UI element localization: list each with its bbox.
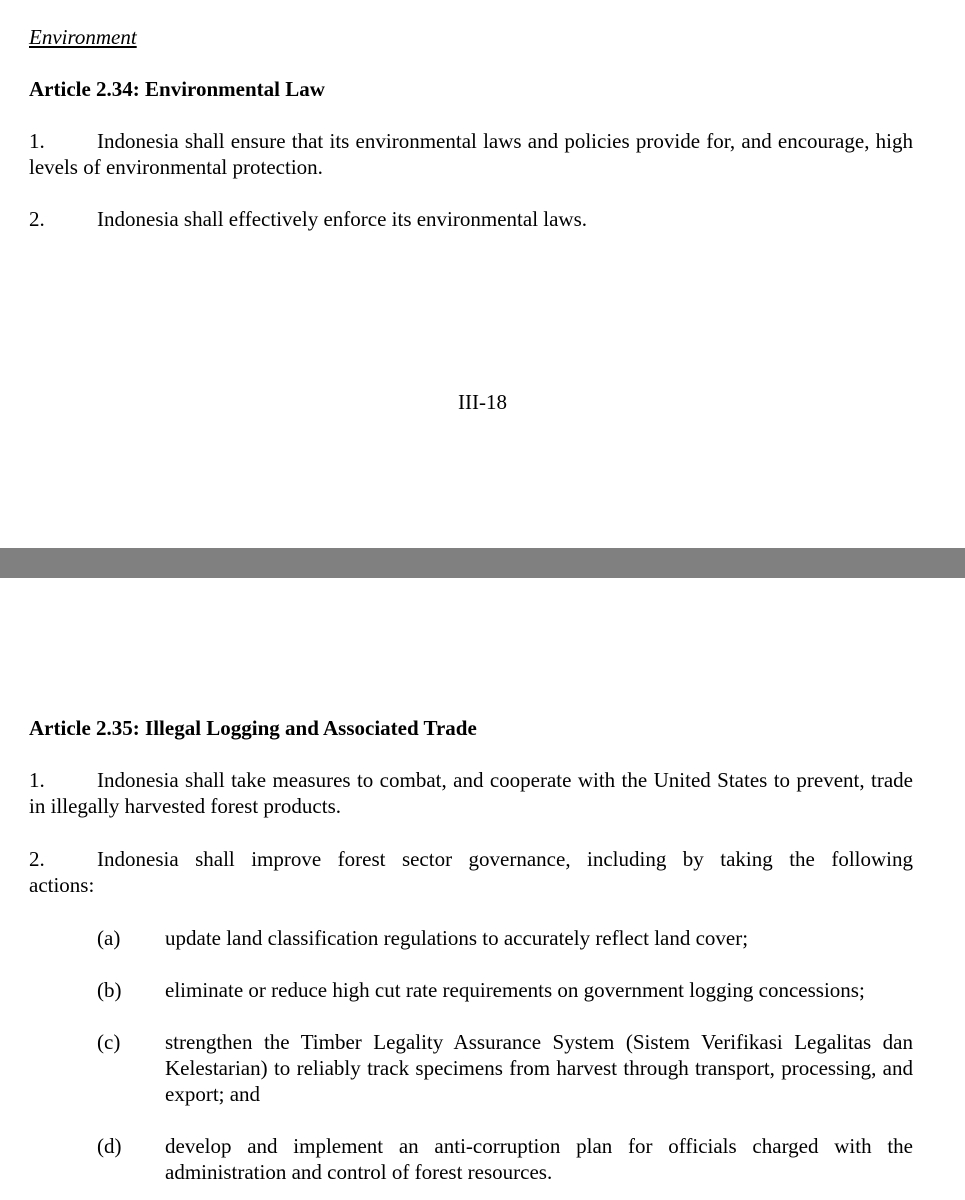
sub-item-d bbox=[97, 1133, 913, 1185]
page-break-divider bbox=[0, 548, 965, 578]
section-heading: Environment bbox=[29, 25, 137, 49]
sub-item-text: develop and implement an anti-corruption plan for officials charged with the administration and control of forest resources. bbox=[165, 1134, 913, 1184]
article-2-34-title: Article 2.34: Environmental Law bbox=[29, 77, 325, 101]
sub-item-label: (c) bbox=[97, 1030, 121, 1054]
paragraph-number: 2. bbox=[29, 847, 45, 871]
article-2-34-paragraph-2 bbox=[29, 206, 913, 232]
paragraph-text: Indonesia shall take measures to combat, and cooperate with the United States to prevent, trade in illegally harvested forest products. bbox=[29, 768, 913, 818]
page-number: III-18 bbox=[458, 390, 507, 414]
paragraph-number: 2. bbox=[29, 207, 45, 231]
sub-item-c bbox=[97, 1029, 913, 1107]
paragraph-text: Indonesia shall ensure that its environmental laws and policies provide for, and encourage, high levels of environmental protection. bbox=[29, 129, 913, 179]
article-2-35-paragraph-1 bbox=[29, 767, 913, 819]
article-2-35-title: Article 2.35: Illegal Logging and Associated Trade bbox=[29, 716, 477, 740]
sub-item-text: eliminate or reduce high cut rate requirements on government logging concessions; bbox=[165, 978, 865, 1002]
paragraph-number: 1. bbox=[29, 768, 45, 792]
sub-item-label: (b) bbox=[97, 978, 122, 1002]
paragraph-number: 1. bbox=[29, 129, 45, 153]
sub-item-a bbox=[97, 925, 913, 951]
paragraph-text: Indonesia shall improve forest sector governance, including by taking the following actions: bbox=[29, 847, 913, 897]
article-2-34-paragraph-1 bbox=[29, 128, 913, 180]
paragraph-text: Indonesia shall effectively enforce its environmental laws. bbox=[97, 207, 588, 231]
article-2-35-paragraph-2 bbox=[29, 846, 913, 898]
sub-item-label: (a) bbox=[97, 926, 121, 950]
sub-item-text: update land classification regulations to accurately reflect land cover; bbox=[165, 926, 749, 950]
sub-item-text: strengthen the Timber Legality Assurance System (Sistem Verifikasi Legalitas dan Kelestarian) to reliably track specimens from harvest through transport, processing, and export; and bbox=[165, 1030, 913, 1106]
sub-item-label: (d) bbox=[97, 1134, 122, 1158]
sub-item-b bbox=[97, 977, 913, 1003]
